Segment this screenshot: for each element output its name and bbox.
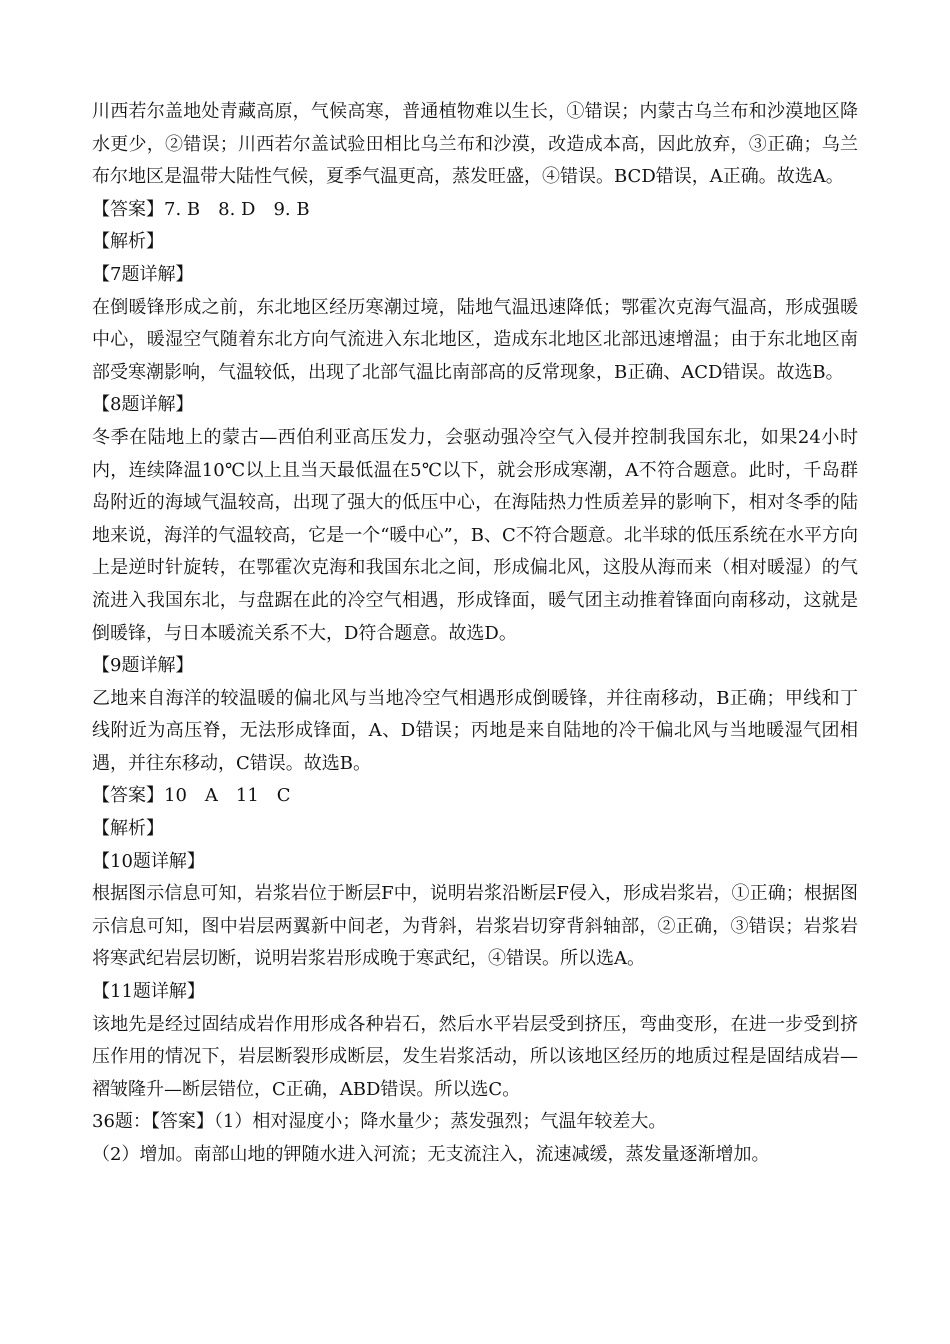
answer-explanation-text [92, 96, 858, 1172]
answer-line-7-9: 【答案】7. B 8. D 9. B [92, 198, 310, 220]
q8-heading: 【8题详解】 [92, 394, 194, 416]
analysis-heading: 【解析】 [92, 818, 164, 840]
q8-explanation: 冬季在陆地上的蒙古—西伯利亚高压发力，会驱动强冷空气入侵并控制我国东北，如果24小时内，连续降温10℃以上且当天最低温在5℃以下，就会形成寒潮，A不符合题意。此时，千岛群岛附近的海域气温较高，出现了强大的低压中心，在海陆热力性质差异的影响下，相对冬季的陆地来说，海洋的气温较高，它是一个“暖中心”，B、C不符合题意。北半球的低压系统在水平方向上是逆时针旋转，在鄂霍次克海和我国东北之间，形成偏北风，这股从海而来（相对暖湿）的气流进入我国东北，与盘踞在此的冷空气相遇，形成锋面，暖气团主动推着锋面向南移动，这就是倒暖锋，与日本暖流关系不大，D符合题意。故选D。 [92, 426, 858, 644]
paragraph-q6-explanation: 川西若尔盖地处青藏高原，气候高寒，普通植物难以生长，①错误；内蒙古乌兰布和沙漠地区降水更少，②错误；川西若尔盖试验田相比乌兰布和沙漠，改造成本高，因此放弃，③正确；乌兰布尔地区是温带大陆性气候，夏季气温更高，蒸发旺盛，④错误。BCD错误，A正确。故选A。 [92, 101, 858, 188]
q10-explanation: 根据图示信息可知，岩浆岩位于断层F中，说明岩浆沿断层F侵入，形成岩浆岩，①正确；根据图示信息可知，图中岩层两翼新中间老，为背斜，岩浆岩切穿背斜轴部，②正确，③错误；岩浆岩将寒武纪岩层切断，说明岩浆岩形成晚于寒武纪，④错误。所以选A。 [92, 883, 858, 970]
q7-heading: 【7题详解】 [92, 263, 194, 285]
q36-answer-part2: （2）增加。南部山地的钾随水进入河流；无支流注入，流速减缓，蒸发量逐渐增加。 [92, 1144, 770, 1165]
q10-heading: 【10题详解】 [92, 850, 205, 872]
q11-explanation: 该地先是经过固结成岩作用形成各种岩石，然后水平岩层受到挤压，弯曲变形，在进一步受到挤压作用的情况下，岩层断裂形成断层，发生岩浆活动，所以该地区经历的地质过程是固结成岩—褶皱隆升—断层错位，C正确，ABD错误。所以选C。 [92, 1013, 858, 1100]
q9-heading: 【9题详解】 [92, 655, 194, 677]
analysis-heading: 【解析】 [92, 231, 164, 253]
q36-answer-part1: 36题：【答案】（1）相对湿度小；降水量少；蒸发强烈；气温年较差大。 [92, 1111, 667, 1133]
q7-explanation: 在倒暖锋形成之前，东北地区经历寒潮过境，陆地气温迅速降低；鄂霍次克海气温高，形成强暖中心，暖湿空气随着东北方向气流进入东北地区，造成东北地区北部迅速增温；由于东北地区南部受寒潮影响，气温较低，出现了北部气温比南部高的反常现象，B正确、ACD错误。故选B。 [92, 296, 858, 383]
q9-explanation: 乙地来自海洋的较温暖的偏北风与当地冷空气相遇形成倒暖锋，并往南移动，B正确；甲线和丁线附近为高压脊，无法形成锋面，A、D错误；丙地是来自陆地的冷干偏北风与当地暖湿气团相遇，并往东移动，C错误。故选B。 [92, 687, 858, 774]
answer-line-10-11: 【答案】10 A 11 C [92, 785, 291, 807]
q11-heading: 【11题详解】 [92, 981, 205, 1003]
